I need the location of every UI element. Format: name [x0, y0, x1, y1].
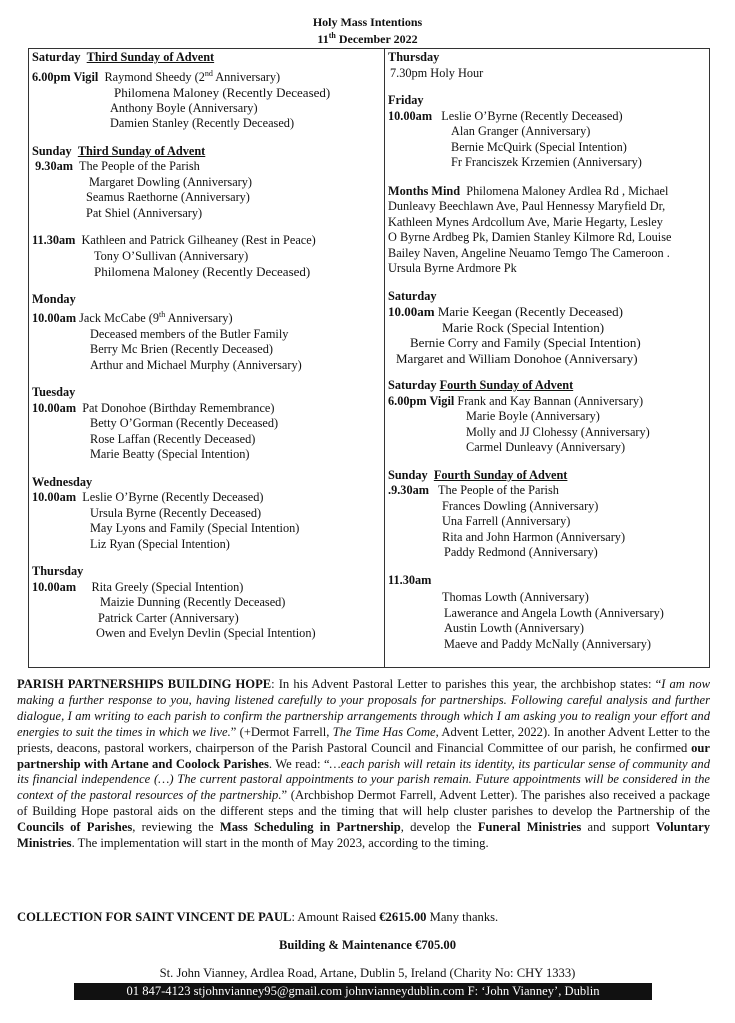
- intention: Fr Franciszek Krzemien (Anniversary): [451, 155, 642, 169]
- left-column: [32, 50, 380, 654]
- column-divider: [384, 48, 385, 668]
- section-saturday-vigil-fourth: Saturday Fourth Sunday of Advent 6.00pm Vigil Frank and Kay Bannan (Anniversary) Marie Boyle (Anniversary) Molly and JJ Clohessy (Anniversary) Carmel Dunleavy (Anniversary): [388, 378, 708, 456]
- day-heading: Tuesday: [32, 385, 76, 400]
- intention: Margaret and William Donohoe (Anniversary): [396, 350, 638, 366]
- parish-address: St. John Vianney, Ardlea Road, Artane, Dublin 5, Ireland (Charity No: CHY 1333): [159, 966, 576, 980]
- intention: Patrick Carter (Anniversary): [98, 610, 239, 625]
- day-heading: Sunday Third Sunday of Advent: [32, 143, 206, 158]
- right-column: [388, 50, 708, 664]
- intention: Pat Shiel (Anniversary): [86, 205, 203, 220]
- intention: Bernie Corry and Family (Special Intention): [410, 335, 641, 350]
- day-heading: Friday: [388, 93, 424, 107]
- contact-bar: 01 847-4123 stjohnvianney95@gmail.com johnvianneydublin.com F: ‘John Vianney’, Dublin: [74, 983, 652, 1000]
- intention: May Lyons and Family (Special Intention): [90, 521, 300, 536]
- intention: Paddy Redmond (Anniversary): [444, 545, 598, 559]
- intention: Una Farrell (Anniversary): [442, 514, 571, 528]
- intention: Marie Boyle (Anniversary): [466, 409, 600, 423]
- section-sunday-fourth: Sunday Fourth Sunday of Advent .9.30am The People of the Parish Frances Dowling (Anniversary) Una Farrell (Anniversary) Rita and John Harmon (Anniversary) Paddy Redmond (Anniversary) 11.30am Thomas Lowth (Anniversary) Lawerance and Angela Lowth (Anniversary) Austin Lowth (Anniversary) Maeve and Paddy McNally (Anniversary): [388, 468, 708, 653]
- page-date: 11th December 2022: [317, 31, 418, 46]
- intention: Rita and John Harmon (Anniversary): [442, 529, 626, 544]
- section-wednesday: Wednesday 10.00am Leslie O’Byrne (Recently Deceased) Ursula Byrne (Recently Deceased) May Lyons and Family (Special Intention) Liz Ryan (Special Intention): [32, 475, 380, 553]
- intention: Arthur and Michael Murphy (Anniversary): [90, 357, 302, 372]
- intention: Berry Mc Brien (Recently Deceased): [90, 342, 274, 357]
- intention: Liz Ryan (Special Intention): [90, 536, 230, 551]
- day-heading: Saturday: [388, 288, 437, 303]
- day-heading: Wednesday: [32, 474, 93, 489]
- intention: Tony O’Sullivan (Anniversary): [94, 248, 249, 263]
- day-heading: Saturday Third Sunday of Advent: [32, 50, 215, 64]
- intention: Seamus Raethorne (Anniversary): [86, 190, 250, 205]
- day-heading: Monday: [32, 291, 76, 306]
- intention: Frances Dowling (Anniversary): [442, 498, 599, 513]
- section-sunday: Sunday Third Sunday of Advent 9.30am The People of the Parish Margaret Dowling (Anniversary) Seamus Raethorne (Anniversary) Pat Shiel (Anniversary) 11.30am Kathleen and Patrick Gilheaney (Rest in Peace) Tony O’Sullivan (Anniversary) Philomena Maloney (Recently Deceased): [32, 144, 380, 280]
- intention: Maeve and Paddy McNally (Anniversary): [444, 636, 651, 651]
- intention: Marie Rock (Special Intention): [442, 319, 605, 335]
- day-heading: Thursday: [32, 564, 84, 579]
- intention: Austin Lowth (Anniversary): [444, 621, 585, 635]
- intention: Molly and JJ Clohessy (Anniversary): [466, 424, 650, 439]
- intention: Alan Granger (Anniversary): [451, 124, 591, 138]
- intention: Owen and Evelyn Devlin (Special Intention): [96, 626, 316, 641]
- partnership-paragraph: PARISH PARTNERSHIPS BUILDING HOPE: In his Advent Pastoral Letter to parishes this year, the archbishop states: “I am now making a further response to you, having listened carefully to your proposals for partnerships. Following careful analysis and further dialogue, I am writing to each parish to confirm the partnership arrangements through which I am asking you to realign your effort and energies to suit the times in which we live.” (+Dermot Farrell, The Time Has Come, Advent Letter, 2022). In another Advent Letter to the priests, deacons, pastoral workers, chairperson of the Parish Pastoral Council and Financial Committee of our parish, he confirmed our partnership with Artane and Coolock Parishes. We read: “…each parish will retain its identity, its particular sense of community and its financial independence (…) The current pastoral appointments to your parish remain. Future appointments will be considered in the context of the pastoral resources of the partnership.” (Archbishop Dermot Farrell, Advent Letter). The parishes also received a package of Building Hope pastoral aids on the different steps and the timing that will help cluster parishes to develop the Partnership of the Councils of Parishes, reviewing the Mass Scheduling in Partnership, develop the Funeral Ministries and support Voluntary Ministries. The implementation will start in the month of May 2023, according to the timing.: [17, 677, 710, 851]
- collection-notice: COLLECTION FOR SAINT VINCENT DE PAUL: Amount Raised €2615.00 Many thanks.: [17, 910, 499, 924]
- intention: Philomena Maloney (Recently Deceased): [94, 264, 311, 280]
- section-saturday: Saturday 10.00am Marie Keegan (Recently Deceased) Marie Rock (Special Intention) Bernie Corry and Family (Special Intention) Margaret and William Donohoe (Anniversary): [388, 289, 708, 367]
- day-heading: Thursday: [388, 50, 440, 64]
- intention: Margaret Dowling (Anniversary): [89, 174, 252, 189]
- intention: Ursula Byrne (Recently Deceased): [90, 505, 262, 520]
- section-monday: Monday 10.00am Jack McCabe (9th Anniversary) Deceased members of the Butler Family Berry Mc Brien (Recently Deceased) Arthur and Michael Murphy (Anniversary): [32, 292, 380, 374]
- intention: Maizie Dunning (Recently Deceased): [100, 595, 286, 610]
- day-heading: Saturday Fourth Sunday of Advent: [388, 378, 574, 392]
- day-heading: Sunday Fourth Sunday of Advent: [388, 467, 568, 482]
- intention: Deceased members of the Butler Family: [90, 326, 289, 341]
- intention: Bernie McQuirk (Special Intention): [451, 139, 627, 154]
- intention: Rose Laffan (Recently Deceased): [90, 431, 256, 446]
- intention: Lawerance and Angela Lowth (Anniversary): [444, 605, 664, 620]
- page-title: Holy Mass Intentions: [312, 15, 423, 29]
- intention: 7.30pm Holy Hour: [390, 65, 484, 80]
- intention: Damien Stanley (Recently Deceased): [110, 116, 295, 131]
- section-friday: Friday 10.00am Leslie O’Byrne (Recently Deceased) Alan Granger (Anniversary) Bernie McQuirk (Special Intention) Fr Franciszek Krzemien (Anniversary): [388, 93, 708, 171]
- intention: Anthony Boyle (Anniversary): [110, 100, 258, 115]
- intention: Carmel Dunleavy (Anniversary): [466, 440, 626, 454]
- section-tuesday: Tuesday 10.00am Pat Donohoe (Birthday Remembrance) Betty O’Gorman (Recently Deceased) Rose Laffan (Recently Deceased) Marie Beatty (Special Intention): [32, 385, 380, 463]
- intention: Marie Beatty (Special Intention): [90, 447, 250, 462]
- intention: Philomena Maloney (Recently Deceased): [114, 85, 331, 101]
- intention: Thomas Lowth (Anniversary): [442, 590, 589, 604]
- section-months-mind: Months Mind Philomena Maloney Ardlea Rd , Michael Dunleavy Beechlawn Ave, Paul Hennessy Maryfield Dr, Kathleen Mynes Ardcollum Ave, Marie Hegarty, Lesley O Byrne Ardbeg Pk, Damien Stanley Kilmore Rd, Louise Bailey Naven, Angeline Neuamo Temgo The Cameroon . Ursula Byrne Ardmore Pk: [388, 183, 672, 275]
- building-maintenance: Building & Maintenance €705.00: [278, 938, 457, 952]
- intention: Betty O’Gorman (Recently Deceased): [90, 416, 279, 431]
- section-thursday: Thursday 10.00am Rita Greely (Special Intention) Maizie Dunning (Recently Deceased) Patrick Carter (Anniversary) Owen and Evelyn Devlin (Special Intention): [32, 564, 380, 642]
- section-thursday-holy-hour: [388, 50, 708, 81]
- section-saturday-vigil: Saturday Third Sunday of Advent 6.00pm Vigil Raymond Sheedy (2nd Anniversary) Philomena Maloney (Recently Deceased) Anthony Boyle (Anniversary) Damien Stanley (Recently Deceased): [32, 50, 380, 132]
